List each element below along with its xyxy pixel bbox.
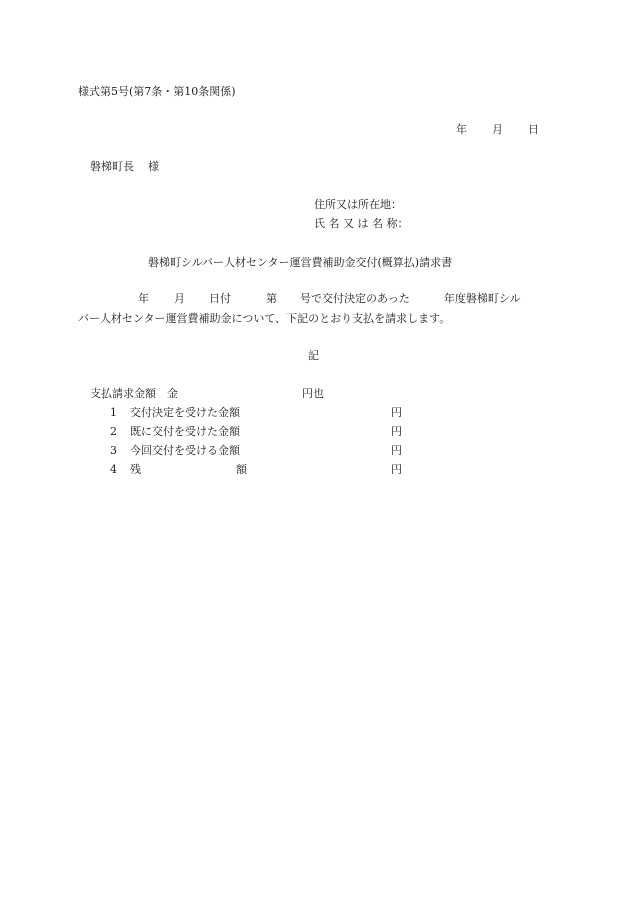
form-number: 様式第5号(第7条・第10条関係) [78,85,236,98]
item-label: 今回交付を受ける金額 [130,444,240,457]
payment-kin: 金 [167,387,178,400]
payment-item-3 [110,445,410,456]
name-label: 氏 名 又 は 名 称： [314,217,409,230]
date-year: 年 [456,123,467,136]
address-label: 住所又は所在地： [314,198,402,211]
item-number: 1 [110,406,117,419]
item-yen: 円 [391,425,402,438]
payment-item-2 [110,426,410,437]
body-dai: 第 [266,292,277,305]
body-line-1 [138,293,521,304]
body-day: 日付 [209,292,231,305]
payment-total-row [90,387,324,400]
body-tail: 年度磐梯町シル [443,292,521,305]
item-label-a: 残 [130,463,141,476]
payment-yen-nari: 円也 [302,387,324,400]
addressee-honorific: 様 [148,160,159,173]
payment-label: 支払請求金額 [90,387,156,400]
item-number: 4 [110,463,117,476]
date-month: 月 [492,123,503,136]
ki-label: 記 [308,349,319,362]
item-number: 2 [110,425,117,438]
addressee [90,161,159,172]
item-label: 既に交付を受けた金額 [130,425,240,438]
item-yen: 円 [391,463,402,476]
body-year: 年 [138,292,149,305]
payment-item-1 [110,407,410,418]
addressee-name: 磐梯町長 [90,160,134,173]
item-label: 交付決定を受けた金額 [130,406,240,419]
item-yen: 円 [391,444,402,457]
date-day: 日 [528,123,539,136]
body-month: 月 [174,292,185,305]
item-yen: 円 [391,406,402,419]
date-line [456,124,539,135]
item-number: 3 [110,444,117,457]
document-title: 磐梯町シルバー人材センター運営費補助金交付(概算払)請求書 [148,256,453,269]
body-line-2: バー人材センター運営費補助金について、下記のとおり支払を請求します。 [78,312,451,325]
payment-item-4 [110,464,410,475]
body-rest: 号で交付決定のあった [300,292,410,305]
item-label-b: 額 [236,463,247,476]
